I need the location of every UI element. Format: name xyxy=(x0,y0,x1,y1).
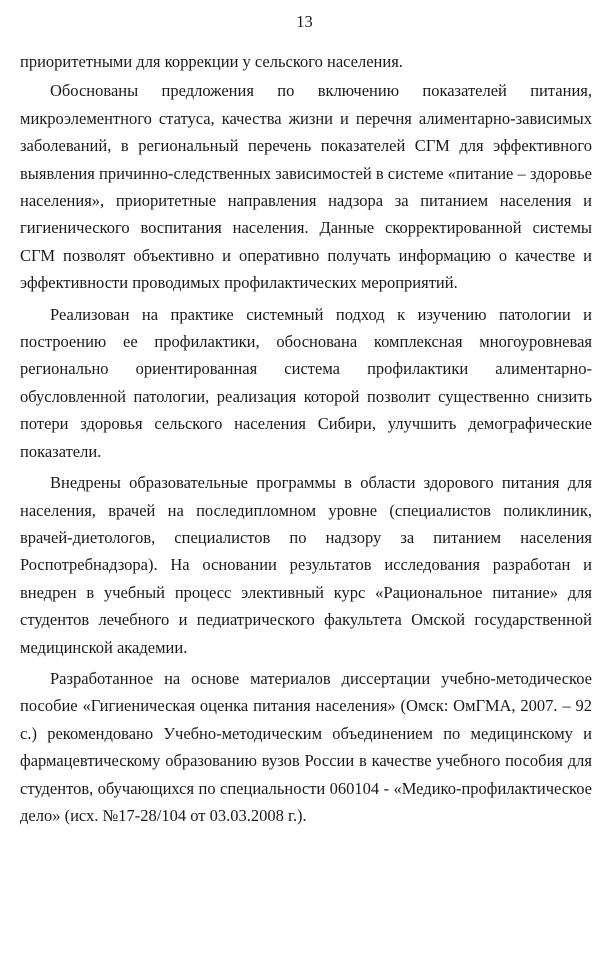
paragraph-study-guide: Разработанное на основе материалов диссертации учебно-методическое пособие «Гигиеническая оценка питания населения» (Омск: ОмГМА, 2007. – 92 с.) рекомендовано Учебно-методическим объединением по медицинскому и фармацевтическому образованию вузов России в качестве учебного пособия для студентов, обучающихся по специальности 060104 - «Медико-профилактическое дело» (исх. №17-28/104 от 03.03.2008 г.). xyxy=(20,668,592,825)
paragraph-system-approach: Реализован на практике системный подход к изучению патологии и построению ее профилактики, обоснована комплексная многоуровневая регионально ориентированная система профилактики алиментарно-обусловленной патологии, реализация которой позволит существенно снизить потери здоровья сельского населения Сибири, улучшить демографические показатели. xyxy=(20,304,592,461)
paragraph-continuation: приоритетными для коррекции у сельского населения. xyxy=(20,52,403,71)
page-number: 13 xyxy=(296,12,313,31)
body-text xyxy=(20,48,592,829)
paragraph-sgm-proposals: Обоснованы предложения по включению показателей питания, микроэлементного статуса, качества жизни и перечня алиментарно-зависимых заболеваний, в региональный перечень показателей СГМ для эффективного выявления причинно-следственных зависимостей в системе «питание – здоровье населения», приоритетные направления надзора за питанием населения и гигиенического воспитания населения. Данные скорректированной системы СГМ позволят объективно и оперативно получать информацию о качестве и эффективности проводимых профилактических мероприятий. xyxy=(20,81,592,293)
paragraph-education-programs: Внедрены образовательные программы в области здорового питания для населения, врачей на последипломном уровне (специалистов поликлиник, врачей-диетологов, специалистов по надзору за питанием населения Роспотребнадзора). На основании результатов исследования разработан и внедрен в учебный процесс элективный курс «Рациональное питание» для студентов лечебного и педиатрического факультета Омской государственной медицинской академии. xyxy=(20,473,592,657)
